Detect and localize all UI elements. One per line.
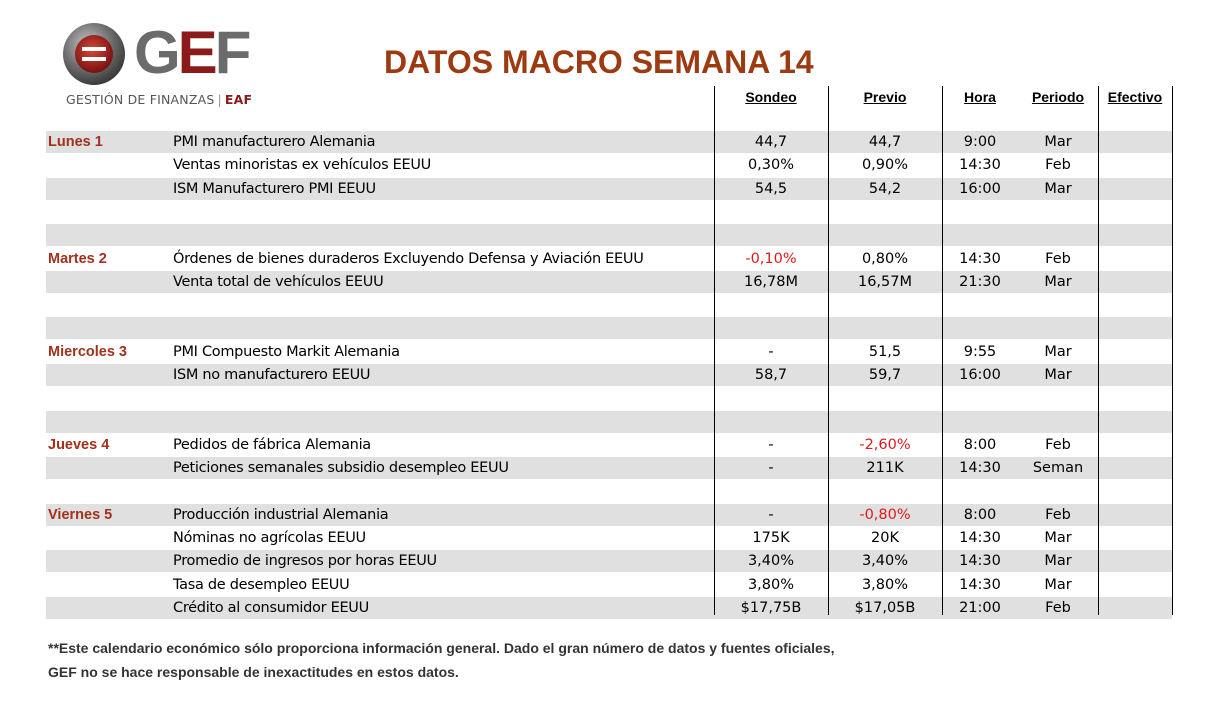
previo-value: 0,90% (861, 157, 909, 174)
table-row (46, 341, 1172, 363)
logo-tagline: GESTIÓN DE FINANZAS | EAF (66, 92, 253, 107)
periodo-value: Feb (1045, 506, 1071, 523)
table-row (46, 481, 1172, 503)
sondeo-value (714, 387, 828, 409)
periodo-value (1018, 317, 1098, 339)
indicator-name: Tasa de desempleo EEUU (173, 576, 350, 593)
sondeo-value: 16,78M (743, 273, 799, 290)
table-row (46, 411, 1172, 433)
table-row (46, 434, 1172, 456)
hora-value (942, 411, 1018, 433)
page-title: DATOS MACRO SEMANA 14 (384, 44, 814, 80)
indicator-name: Crédito al consumidor EEUU (173, 600, 369, 616)
sondeo-value: - (768, 506, 774, 523)
sondeo-value: 44,7 (754, 134, 788, 150)
periodo-value: Mar (1044, 576, 1072, 593)
table-row (46, 317, 1172, 339)
periodo-value: Feb (1045, 600, 1071, 616)
hora-value: 9:55 (963, 343, 997, 360)
sondeo-value: 3,40% (747, 553, 795, 570)
periodo-value: Mar (1044, 530, 1072, 547)
table-row (46, 504, 1172, 526)
column-divider (1098, 86, 1099, 615)
periodo-value: Mar (1044, 273, 1072, 290)
gef-logo (58, 19, 278, 112)
indicator-name: Ventas minoristas ex vehículos EEUU (173, 157, 431, 174)
table-row (46, 224, 1172, 246)
periodo-value: Mar (1044, 553, 1072, 570)
table-row (46, 574, 1172, 596)
indicator-name: ISM no manufacturero EEUU (173, 367, 371, 383)
sondeo-value: 58,7 (754, 367, 788, 383)
gef-sphere-icon (58, 22, 134, 86)
sondeo-value (714, 317, 828, 339)
sondeo-value: 54,5 (754, 180, 788, 197)
day-label: Martes 2 (48, 250, 107, 267)
table-row (46, 550, 1172, 572)
previo-value: 3,40% (861, 553, 909, 570)
hora-value: 21:00 (959, 600, 1001, 616)
hora-value: 8:00 (963, 506, 997, 523)
table-row (46, 294, 1172, 316)
day-label: Viernes 5 (48, 506, 113, 523)
sondeo-value (714, 481, 828, 503)
hora-value: 14:30 (959, 530, 1001, 547)
table-row (46, 597, 1172, 619)
previo-value (828, 411, 942, 433)
previo-value: 54,2 (868, 180, 902, 197)
hora-value (942, 481, 1018, 503)
indicator-name: Promedio de ingresos por horas EEUU (173, 553, 437, 570)
previo-value: 211K (866, 460, 904, 477)
sondeo-value (714, 411, 828, 433)
column-divider (1172, 86, 1173, 615)
previo-value (828, 201, 942, 223)
table-row (46, 201, 1172, 223)
previo-value (828, 481, 942, 503)
previo-value: -2,60% (859, 436, 911, 453)
hora-value: 14:30 (959, 553, 1001, 570)
previo-value (828, 224, 942, 246)
periodo-value: Mar (1044, 343, 1072, 360)
hora-value (942, 294, 1018, 316)
previo-value: 59,7 (868, 367, 902, 383)
periodo-value: Feb (1045, 250, 1071, 267)
indicator-name: ISM Manufacturero PMI EEUU (173, 180, 376, 197)
hora-value: 16:00 (959, 367, 1001, 383)
table-row (46, 178, 1172, 200)
sondeo-value: - (768, 436, 774, 453)
table-row (46, 527, 1172, 549)
previo-value: 51,5 (868, 343, 902, 360)
previo-value: 0,80% (861, 250, 909, 267)
previo-value: 44,7 (868, 134, 902, 150)
hora-value: 14:30 (959, 576, 1001, 593)
periodo-value (1018, 387, 1098, 409)
day-label: Miercoles 3 (48, 343, 127, 360)
periodo-value: Feb (1045, 436, 1071, 453)
hora-value: 21:30 (959, 273, 1001, 290)
sondeo-value: - (768, 343, 774, 360)
header-periodo: Periodo (1031, 89, 1085, 105)
hora-value (942, 317, 1018, 339)
column-divider (942, 86, 943, 615)
indicator-name: Venta total de vehículos EEUU (173, 273, 384, 290)
previo-value (828, 387, 942, 409)
hora-value: 14:30 (959, 250, 1001, 267)
footnote-line-2: GEF no se hace responsable de inexactitudes en estos datos. (48, 664, 459, 680)
sondeo-value: - (768, 460, 774, 477)
hora-value: 14:30 (959, 460, 1001, 477)
hora-value (942, 387, 1018, 409)
hora-value: 8:00 (963, 436, 997, 453)
sondeo-value: $17,75B (740, 600, 802, 616)
header-sondeo: Sondeo (745, 89, 797, 105)
indicator-name: Producción industrial Alemania (173, 506, 389, 523)
day-label: Lunes 1 (48, 134, 103, 150)
footnote-line-1: **Este calendario económico sólo proporciona información general. Dado el gran número de datos y fuentes oficiales, (48, 640, 835, 656)
table-row (46, 248, 1172, 270)
previo-value (828, 294, 942, 316)
table-row (46, 154, 1172, 176)
column-divider (828, 86, 829, 615)
day-label: Jueves 4 (48, 436, 110, 453)
indicator-name: Pedidos de fábrica Alemania (173, 436, 371, 453)
periodo-value: Seman (1032, 460, 1084, 477)
sondeo-value (714, 294, 828, 316)
sondeo-value (714, 224, 828, 246)
periodo-value: Mar (1044, 134, 1072, 150)
indicator-name: Nóminas no agrícolas EEUU (173, 530, 366, 547)
previo-value: $17,05B (854, 600, 916, 616)
periodo-value (1018, 201, 1098, 223)
sondeo-value: 3,80% (747, 576, 795, 593)
previo-value: 16,57M (857, 273, 913, 290)
sondeo-value: -0,10% (745, 250, 797, 267)
indicator-name: Órdenes de bienes duraderos Excluyendo Defensa y Aviación EEUU (173, 250, 644, 267)
periodo-value: Mar (1044, 180, 1072, 197)
header-hora: Hora (964, 89, 996, 105)
table-row (46, 387, 1172, 409)
hora-value: 16:00 (959, 180, 1001, 197)
previo-value: 20K (871, 530, 899, 547)
indicator-name: Peticiones semanales subsidio desempleo EEUU (173, 460, 509, 477)
hora-value (942, 224, 1018, 246)
sondeo-value: 0,30% (747, 157, 795, 174)
gef-wordmark: GEF (134, 19, 249, 86)
table-row (46, 364, 1172, 386)
column-divider (714, 86, 715, 615)
periodo-value: Feb (1045, 157, 1071, 174)
header-previo: Previo (863, 89, 907, 105)
periodo-value (1018, 411, 1098, 433)
table-row (46, 131, 1172, 153)
header-efectivo: Efectivo (1107, 89, 1163, 105)
periodo-value (1018, 294, 1098, 316)
table-row (46, 457, 1172, 479)
previo-value (828, 317, 942, 339)
sondeo-value (714, 201, 828, 223)
table-row (46, 271, 1172, 293)
periodo-value (1018, 224, 1098, 246)
indicator-name: PMI Compuesto Markit Alemania (173, 343, 400, 360)
previo-value: 3,80% (861, 576, 909, 593)
hora-value: 14:30 (959, 157, 1001, 174)
previo-value: -0,80% (859, 506, 911, 523)
periodo-value (1018, 481, 1098, 503)
sondeo-value: 175K (752, 530, 790, 547)
hora-value: 9:00 (963, 134, 997, 150)
hora-value (942, 201, 1018, 223)
periodo-value: Mar (1044, 367, 1072, 383)
indicator-name: PMI manufacturero Alemania (173, 134, 376, 150)
